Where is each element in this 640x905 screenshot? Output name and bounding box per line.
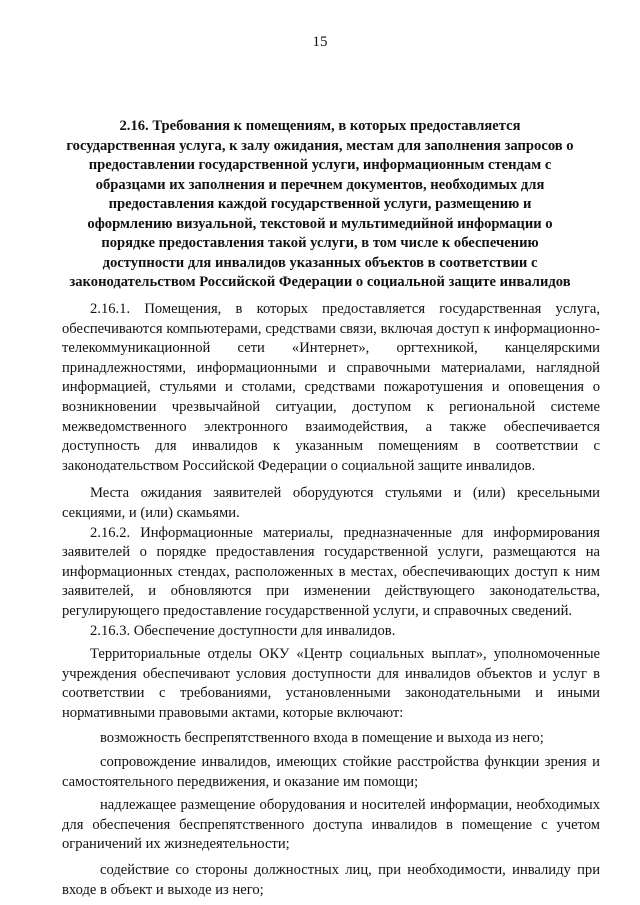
page-number: 15 [312, 34, 328, 50]
section-heading [62, 117, 578, 293]
list-item: содействие со стороны должностных лиц, при необходимости, инвалиду при входе в объект и выходе из него; [62, 862, 600, 898]
list-item: возможность беспрепятственного входа в помещение и выхода из него; [100, 730, 544, 747]
heading-line: порядке предоставления такой услуги, в том числе к обеспечению [101, 235, 539, 251]
heading-line: 2.16. Требования к помещениям, в которых предоставляется [119, 118, 521, 134]
heading-line: предоставления каждой государственной услуги, размещению и [108, 196, 532, 212]
paragraph-2-16-3: 2.16.3. Обеспечение доступности для инвалидов. [90, 622, 396, 639]
heading-line: государственная услуга, к залу ожидания, местам для заполнения запросов о [66, 137, 574, 154]
paragraph-waiting-areas: Места ожидания заявителей оборудуются стульями и (или) кресельными секциями, и (или) скамьями. [62, 485, 600, 521]
paragraph-2-16-1: 2.16.1. Помещения, в которых предоставляется государственная услуга, обеспечиваются компьютерами, средствами связи, включая доступ к информационно-телекоммуникационной сети «Интернет», оргтехникой, канцелярскими принадлежностями, информационными и справочными материалами, наглядной информацией, стульями и столами, средствами пожаротушения и оповещения о возникновении чрезвычайной ситуации, доступом к региональной системе межведомственного электронного взаимодействия, а также обеспечивается доступность для инвалидов к указанным помещениям в соответствии с законодательством Российской Федерации о социальной защите инвалидов. [62, 301, 600, 474]
paragraph-2-16-2: 2.16.2. Информационные материалы, предназначенные для информирования заявителей о порядке предоставления государственной услуги, размещаются на информационных стендах, расположенных в местах, обеспечивающих доступ к ним заявителей, и обновляются при изменении действующего законодательства, регулирующего предоставление государственной услуги, и справочных сведений. [62, 524, 600, 619]
list-item: сопровождение инвалидов, имеющих стойкие расстройства функции зрения и самостоятельного передвижения, и оказание им помощи; [62, 754, 600, 790]
heading-line: оформлению визуальной, текстовой и мультимедийной информации о [87, 215, 553, 232]
list-item: надлежащее размещение оборудования и носителей информации, необходимых для обеспечения беспрепятственного доступа инвалидов в помещение с учетом ограничений их жизнедеятельности; [62, 797, 600, 853]
document-body [62, 300, 600, 900]
heading-line: образцами их заполнения и перечнем документов, необходимых для [95, 176, 545, 193]
heading-line: доступности для инвалидов указанных объектов в соответствии с [102, 254, 538, 271]
heading-line: законодательством Российской Федерации о социальной защите инвалидов [69, 274, 571, 290]
paragraph-territorial-departments: Территориальные отделы ОКУ «Центр социальных выплат», уполномоченные учреждения обеспечивают условия доступности для инвалидов объектов и услуг в соответствии с требованиями, установленными законодательными и иными нормативными правовыми актами, которые включают: [62, 646, 600, 721]
heading-line: предоставлении государственной услуги, информационным стендам с [88, 157, 552, 173]
